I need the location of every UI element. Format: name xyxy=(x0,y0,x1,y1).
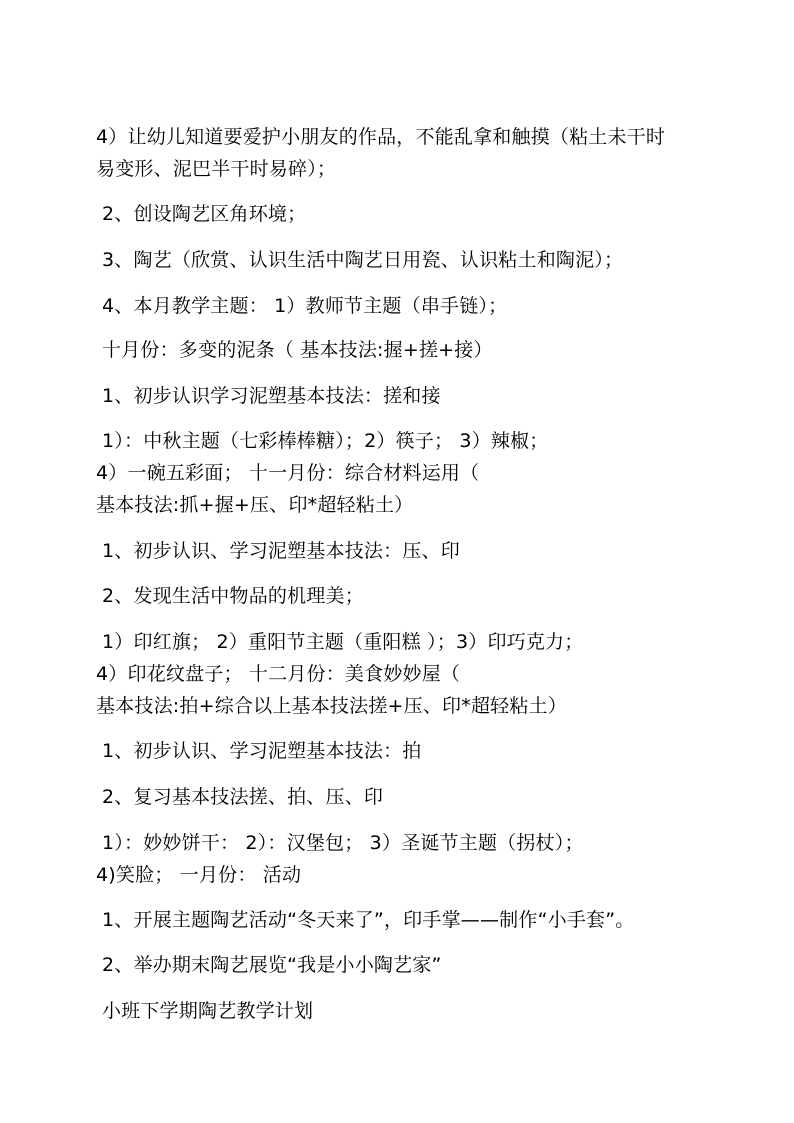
text-line-18: 1）：妙妙饼干： 2）：汉堡包； 3）圣诞节主题（拐杖）； xyxy=(102,832,584,854)
text-line-7: 1、初步认识学习泥塑基本技法：搓和接 xyxy=(102,385,441,407)
text-line-3: 2、创设陶艺区角环境； xyxy=(102,203,307,225)
text-line-8: 1）：中秋主题（七彩棒棒糖）；2）筷子； 3）辣椒； xyxy=(102,430,549,452)
text-line-5: 4、本月教学主题： 1）教师节主题（串手链）； xyxy=(102,295,508,317)
text-line-10: 基本技法:抓+握+压、印*超轻粘土） xyxy=(96,494,414,516)
text-line-19: 4)笑脸； 一月份： 活动 xyxy=(96,864,302,886)
text-line-21: 2、举办期末陶艺展览“我是小小陶艺家” xyxy=(102,954,442,976)
text-line-9: 4）一碗五彩面； 十一月份：综合材料运用（ xyxy=(96,462,480,484)
text-line-12: 2、发现生活中物品的机理美； xyxy=(102,585,364,607)
text-line-14: 4）印花纹盘子； 十二月份：美食妙妙屋（ xyxy=(96,663,461,685)
text-line-6: 十月份：多变的泥条（ 基本技法:握+搓+接） xyxy=(102,339,493,361)
text-line-17: 2、复习基本技法搓、拍、压、印 xyxy=(102,786,384,808)
text-line-16: 1、初步认识、学习泥塑基本技法：拍 xyxy=(102,740,422,762)
text-line-20: 1、开展主题陶艺活动“冬天来了”，印手掌——制作“小手套”。 xyxy=(102,909,635,931)
text-line-22: 小班下学期陶艺教学计划 xyxy=(102,1000,314,1022)
text-line-2: 易变形、泥巴半干时易碎）； xyxy=(96,158,337,180)
text-line-1: 4）让幼儿知道要爱护小朋友的作品，不能乱拿和触摸（粘土未干时 xyxy=(96,126,666,148)
text-line-11: 1、初步认识、学习泥塑基本技法：压、印 xyxy=(102,540,460,562)
text-line-4: 3、陶艺（欣赏、认识生活中陶艺日用瓷、认识粘土和陶泥）； xyxy=(102,249,624,271)
text-line-13: 1）印红旗； 2）重阳节主题（重阳糕 ）；3）印巧克力； xyxy=(102,631,584,653)
text-line-15: 基本技法:拍+综合以上基本技法搓+压、印*超轻粘土） xyxy=(96,695,567,717)
